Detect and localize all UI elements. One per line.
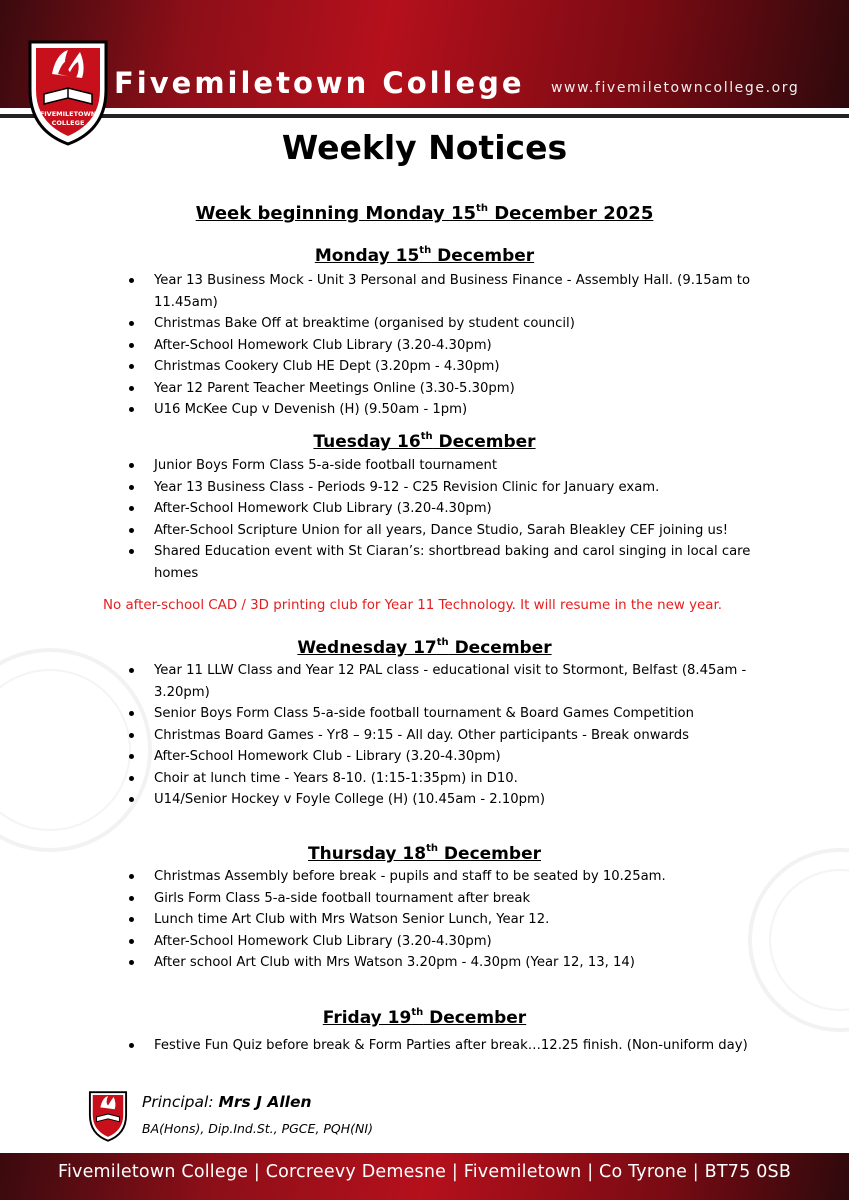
principal-qualifications: BA(Hons), Dip.Ind.St., PGCE, PQH(NI) [142, 1121, 373, 1136]
wednesday-list [154, 660, 764, 811]
list-item: Christmas Cookery Club HE Dept (3.20pm - 4.30pm) [154, 356, 764, 378]
list-item: U14/Senior Hockey v Foyle College (H) (10.45am - 2.10pm) [154, 789, 764, 811]
crest-icon [88, 1088, 128, 1142]
list-item: Christmas Board Games - Yr8 – 9:15 - All day. Other participants - Break onwards [154, 725, 764, 747]
principal-name: Principal: Mrs J Allen [142, 1093, 312, 1111]
list-item: Choir at lunch time - Years 8-10. (1:15-1:35pm) in D10. [154, 768, 764, 790]
list-item: After school Art Club with Mrs Watson 3.20pm - 4.30pm (Year 12, 13, 14) [154, 952, 764, 974]
crest-text-bottom: COLLEGE [51, 119, 85, 127]
list-item: Year 12 Parent Teacher Meetings Online (3.30-5.30pm) [154, 378, 764, 400]
college-name: Fivemiletown College [114, 66, 525, 100]
list-item: After-School Homework Club Library (3.20-4.30pm) [154, 498, 764, 520]
crest-text-top: FIVEMILETOWN [39, 110, 97, 118]
day-heading-thursday: Thursday 18th December [308, 843, 541, 864]
list-item: Year 11 LLW Class and Year 12 PAL class - educational visit to Stormont, Belfast (8.45am - 3.20pm) [154, 660, 764, 703]
cancellation-notice: No after-school CAD / 3D printing club for Year 11 Technology. It will resume in the new year. [103, 598, 722, 613]
list-item: After-School Homework Club Library (3.20-4.30pm) [154, 335, 764, 357]
monday-list [154, 270, 764, 421]
list-item: Year 13 Business Class - Periods 9-12 - C25 Revision Clinic for January exam. [154, 477, 764, 499]
list-item: After-School Homework Club - Library (3.20-4.30pm) [154, 746, 764, 768]
friday-list [154, 1035, 764, 1057]
list-item: Junior Boys Form Class 5-a-side football tournament [154, 455, 764, 477]
list-item: Senior Boys Form Class 5-a-side football tournament & Board Games Competition [154, 703, 764, 725]
day-heading-wednesday: Wednesday 17th December [297, 637, 552, 658]
header-divider-dark [0, 114, 849, 118]
watermark-crest-left [0, 640, 160, 860]
list-item: Shared Education event with St Ciaran’s: shortbread baking and carol singing in local care homes [154, 541, 764, 584]
footer-address: Fivemiletown College | Corcreevy Demesne | Fivemiletown | Co Tyrone | BT75 0SB [57, 1162, 792, 1182]
day-heading-monday: Monday 15th December [314, 245, 535, 266]
college-website[interactable]: www.fivemiletowncollege.org [551, 80, 800, 96]
list-item: Girls Form Class 5-a-side football tournament after break [154, 888, 764, 910]
list-item: Festive Fun Quiz before break & Form Parties after break…12.25 finish. (Non-uniform day) [154, 1035, 764, 1057]
list-item: Christmas Assembly before break - pupils and staff to be seated by 10.25am. [154, 866, 764, 888]
day-heading-tuesday: Tuesday 16th December [313, 431, 536, 452]
week-heading: Week beginning Monday 15th December 2025 [195, 203, 654, 224]
list-item: Lunch time Art Club with Mrs Watson Senior Lunch, Year 12. [154, 909, 764, 931]
thursday-list [154, 866, 764, 974]
list-item: After-School Scripture Union for all years, Dance Studio, Sarah Bleakley CEF joining us! [154, 520, 764, 542]
page-title: Weekly Notices [281, 128, 568, 167]
list-item: After-School Homework Club Library (3.20-4.30pm) [154, 931, 764, 953]
tuesday-list [154, 455, 764, 584]
list-item: Christmas Bake Off at breaktime (organised by student council) [154, 313, 764, 335]
list-item: Year 13 Business Mock - Unit 3 Personal and Business Finance - Assembly Hall. (9.15am to 11.45am) [154, 270, 764, 313]
list-item: U16 McKee Cup v Devenish (H) (9.50am - 1pm) [154, 399, 764, 421]
day-heading-friday: Friday 19th December [322, 1007, 527, 1028]
